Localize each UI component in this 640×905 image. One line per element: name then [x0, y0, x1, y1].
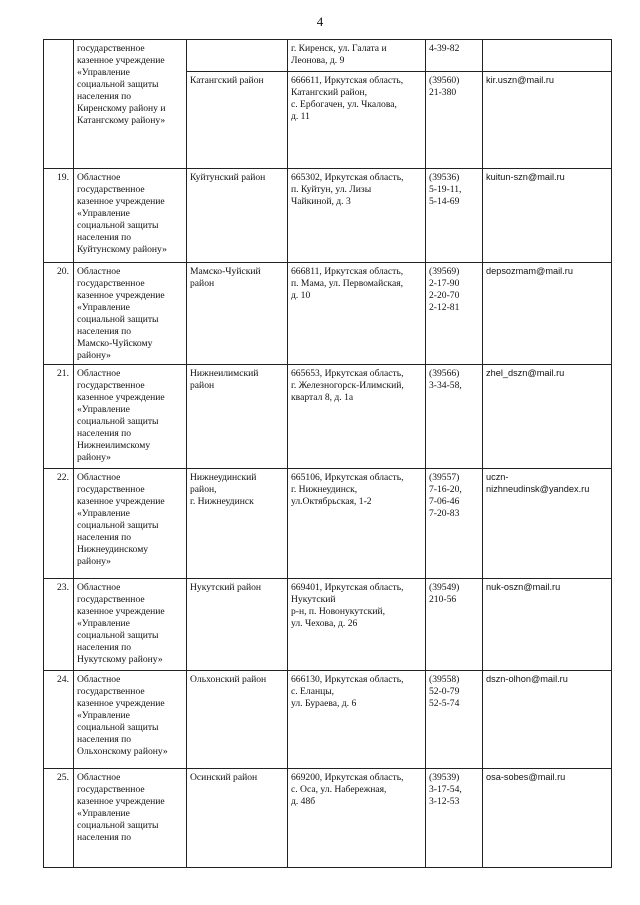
address-cell	[288, 365, 426, 469]
email-cell	[483, 40, 612, 72]
address-line: г. Железногорск-Илимский,	[291, 379, 404, 391]
district-cell	[187, 263, 288, 365]
phone-line: (39549)	[429, 582, 460, 593]
row-number-text: 22.	[57, 472, 69, 483]
phone-line: 5-19-11,	[429, 183, 462, 195]
phone-line: 3-34-58,	[429, 379, 462, 391]
email-link: zhel_dszn@mail.ru	[486, 368, 565, 378]
address-line: г. Киренск, ул. Галата и	[291, 43, 387, 54]
phone-line: 52-0-79	[429, 685, 460, 697]
email-cell	[483, 169, 612, 263]
address-line: ул. Бураева, д. 6	[291, 697, 357, 709]
organization-cell	[74, 671, 187, 769]
district-cell	[187, 365, 288, 469]
organization-cell	[74, 40, 187, 169]
address-line: Леонова, д. 9	[291, 54, 345, 66]
address-line: п. Куйтун, ул. Лизы	[291, 183, 372, 195]
organization-name: Областное государственное казенное учреждение «Управление социальной защиты населения по Мамско-Чуйскому району»	[77, 266, 165, 361]
phone	[429, 772, 479, 808]
email-cell	[483, 579, 612, 671]
organization-name: Областное государственное казенное учреждение «Управление социальной защиты населения по Ольхонскому району»	[77, 674, 168, 757]
row-number-text: 19.	[57, 172, 69, 183]
address-line: 666130, Иркутская область,	[291, 674, 404, 685]
address-cell	[288, 72, 426, 169]
address-line: р-н, п. Новонукутский,	[291, 605, 385, 617]
row-number	[44, 40, 74, 169]
email-link: nuk-oszn@mail.ru	[486, 582, 561, 592]
table-row	[44, 579, 612, 671]
phone	[429, 43, 479, 55]
phone-cell	[426, 169, 483, 263]
phone-cell	[426, 579, 483, 671]
address-line: Нукутский	[291, 593, 336, 605]
organization-name: Областное государственное казенное учреждение «Управление социальной защиты населения по Нукутскому району»	[77, 582, 165, 665]
table-row	[44, 671, 612, 769]
row-number-text: 25.	[57, 772, 69, 783]
phone-line: 3-12-53	[429, 795, 460, 807]
phone-line: 2-20-70	[429, 289, 460, 301]
email-link: depsozmam@mail.ru	[486, 266, 573, 276]
address-line: с. Оса, ул. Набережная,	[291, 783, 387, 795]
organization-name: Областное государственное казенное учреждение «Управление социальной защиты населения по	[77, 772, 165, 843]
email-link: dszn-olhon@mail.ru	[486, 674, 568, 684]
phone	[429, 266, 479, 314]
phone-line: (39558)	[429, 674, 460, 685]
phone-cell	[426, 671, 483, 769]
phone-line: 7-16-20,	[429, 483, 462, 495]
district-cell	[187, 579, 288, 671]
address-line: 666611, Иркутская область,	[291, 75, 404, 86]
phone	[429, 582, 479, 606]
phone-cell	[426, 469, 483, 579]
address-line: 669200, Иркутская область,	[291, 772, 404, 783]
phone-line: 2-17-90	[429, 277, 460, 289]
address-line: квартал 8, д. 1а	[291, 391, 354, 403]
page-number: 4	[316, 14, 324, 29]
district-cell	[187, 671, 288, 769]
district-name: Нижнеудинский район, г. Нижнеудинск	[190, 472, 257, 507]
address-cell	[288, 169, 426, 263]
district-cell	[187, 72, 288, 169]
district-cell	[187, 769, 288, 868]
address-line: ул. Чехова, д. 26	[291, 617, 358, 629]
email-link: kir.uszn@mail.ru	[486, 75, 555, 85]
table-row	[44, 469, 612, 579]
email-cell	[483, 72, 612, 169]
row-number-text: 21.	[57, 368, 69, 379]
email-cell	[483, 263, 612, 365]
address-cell	[288, 769, 426, 868]
address-line: д. 48б	[291, 795, 316, 807]
phone	[429, 75, 479, 99]
phone-cell	[426, 40, 483, 72]
address-line: 666811, Иркутская область,	[291, 266, 404, 277]
row-number	[44, 579, 74, 671]
address-line: п. Мама, ул. Первомайская,	[291, 277, 404, 289]
phone-line: (39536)	[429, 172, 460, 183]
row-number	[44, 263, 74, 365]
organization-cell	[74, 769, 187, 868]
table-row	[44, 365, 612, 469]
district-name: Ольхонский район	[190, 674, 267, 685]
phone-line: 4-39-82	[429, 43, 460, 54]
phone-line: (39539)	[429, 772, 460, 783]
address	[291, 43, 422, 67]
address	[291, 472, 422, 508]
address-line: Катангский район,	[291, 86, 368, 98]
row-number	[44, 469, 74, 579]
phone	[429, 368, 479, 392]
row-number	[44, 365, 74, 469]
address-line: 665302, Иркутская область,	[291, 172, 404, 183]
address	[291, 172, 422, 208]
address-cell	[288, 40, 426, 72]
row-number-text: 23.	[57, 582, 69, 593]
address-line: с. Еланцы,	[291, 685, 335, 697]
phone-line: (39557)	[429, 472, 460, 483]
row-number	[44, 671, 74, 769]
district-cell	[187, 169, 288, 263]
phone-line: 3-17-54,	[429, 783, 462, 795]
organization-cell	[74, 169, 187, 263]
phone-cell	[426, 769, 483, 868]
address-line: 669401, Иркутская область,	[291, 582, 404, 593]
phone-line: (39569)	[429, 266, 460, 277]
address-line: с. Ербогачен, ул. Чкалова,	[291, 98, 397, 110]
phone-cell	[426, 72, 483, 169]
address	[291, 582, 422, 630]
address-cell	[288, 263, 426, 365]
address-line: ул.Октябрьская, 1-2	[291, 495, 372, 507]
address	[291, 75, 422, 123]
institutions-table	[43, 39, 612, 868]
phone-cell	[426, 263, 483, 365]
address-cell	[288, 469, 426, 579]
district-cell	[187, 469, 288, 579]
phone-line: 7-06-46	[429, 495, 460, 507]
address-line: г. Нижнеудинск,	[291, 483, 358, 495]
organization-name: Областное государственное казенное учреждение «Управление социальной защиты населения по Куйтунскому району»	[77, 172, 167, 255]
organization-cell	[74, 365, 187, 469]
phone-line: 7-20-83	[429, 507, 460, 519]
address	[291, 368, 422, 404]
address-line: Чайкиной, д. 3	[291, 195, 351, 207]
phone-line: (39560)	[429, 75, 460, 86]
district-cell	[187, 40, 288, 72]
email-cell	[483, 469, 612, 579]
table-row	[44, 769, 612, 868]
organization-name: государственное казенное учреждение «Управление социальной защиты населения по Киренскому району и Катангскому району»	[77, 43, 166, 126]
address-line: 665106, Иркутская область,	[291, 472, 404, 483]
row-number	[44, 169, 74, 263]
phone-line: 210-56	[429, 593, 457, 605]
table-row	[44, 263, 612, 365]
address	[291, 266, 422, 302]
email-link: uczn-nizhneudinsk@yandex.ru	[486, 472, 590, 494]
row-number	[44, 769, 74, 868]
email-link: osa-sobes@mail.ru	[486, 772, 566, 782]
organization-cell	[74, 263, 187, 365]
phone-line: 52-5-74	[429, 697, 460, 709]
phone-cell	[426, 365, 483, 469]
district-name: Нукутский район	[190, 582, 262, 593]
address	[291, 674, 422, 710]
organization-cell	[74, 579, 187, 671]
phone-line: 5-14-69	[429, 195, 460, 207]
address-line: д. 11	[291, 110, 310, 122]
organization-name: Областное государственное казенное учреждение «Управление социальной защиты населения по Нижнеудинскому району»	[77, 472, 165, 567]
address-line: 665653, Иркутская область,	[291, 368, 404, 379]
phone-line: (39566)	[429, 368, 460, 379]
phone-line: 21-380	[429, 86, 457, 98]
district-name: Нижнеилимский район	[190, 368, 259, 391]
phone-line: 2-12-81	[429, 301, 460, 313]
district-name: Мамско-Чуйский район	[190, 266, 261, 289]
phone	[429, 172, 479, 208]
address-cell	[288, 579, 426, 671]
organization-cell	[74, 469, 187, 579]
district-name: Катангский район	[190, 75, 264, 86]
email-cell	[483, 671, 612, 769]
phone	[429, 472, 479, 520]
phone	[429, 674, 479, 710]
email-cell	[483, 365, 612, 469]
table-row	[44, 40, 612, 72]
district-name: Осинский район	[190, 772, 258, 783]
address-line: д. 10	[291, 289, 311, 301]
row-number-text: 24.	[57, 674, 69, 685]
address	[291, 772, 422, 808]
row-number-text: 20.	[57, 266, 69, 277]
email-link: kuitun-szn@mail.ru	[486, 172, 565, 182]
table-row	[44, 169, 612, 263]
address-cell	[288, 671, 426, 769]
organization-name: Областное государственное казенное учреждение «Управление социальной защиты населения по Нижнеилимскому району»	[77, 368, 165, 463]
email-cell	[483, 769, 612, 868]
district-name: Куйтунский район	[190, 172, 266, 183]
